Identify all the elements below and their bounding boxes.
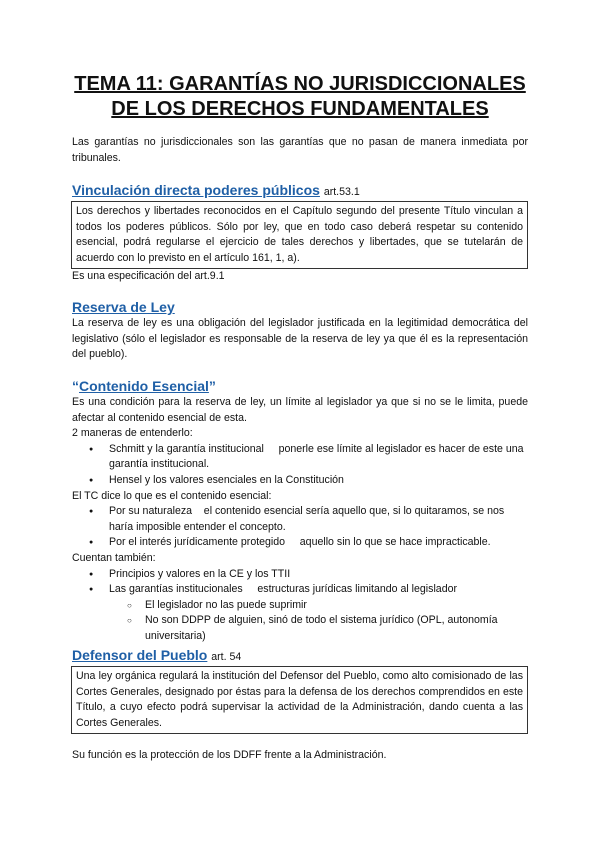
sub-list-item: ○ El legislador no las puede suprimir [72,598,528,614]
article-ref: art.53.1 [323,186,360,198]
heading-text: Contenido Esencial [79,378,209,394]
bullet-list [72,567,528,645]
paragraph: Es una condición para la reserva de ley, un límite al legislador ya que si no se le limita, puede afectar al contenido esencial de esta. [72,396,528,424]
paragraph: La reserva de ley es una obligación del legislador justificada en la legitimidad democrática del legislativo (sólo el legislador es responsable de la reserva de ley ya que él es la representación del pueblo). [72,317,528,361]
list-item: ● Schmitt y la garantía institucional ponerle ese límite al legislador es hacer de este una garantía institucional. [72,442,528,473]
article-ref: art. 54 [211,651,242,663]
list-item: ● Hensel y los valores esenciales en la Constitución [72,473,528,489]
label: 2 maneras de entenderlo: [72,427,193,440]
close-quote: ” [208,378,216,394]
list-item: ● Por el interés jurídicamente protegido aquello sin lo que se hace impracticable. [72,535,528,551]
list-item: ● Las garantías institucionales estructuras jurídicas limitando al legislador [72,582,528,598]
heading-text: Vinculación directa poderes públicos [72,182,320,198]
list-item: ● Por su naturaleza el contenido esencial sería aquello que, si lo quitaramos, se nos haría imposible entender el concepto. [72,504,528,535]
section-heading [72,181,528,201]
bullet-list [72,504,528,551]
heading-text: Reserva de Ley [72,299,175,315]
intro-paragraph: Las garantías no jurisdiccionales son las garantías que no pasan de manera inmediata por tribunales. [72,136,528,164]
note: Es una especificación del art.9.1 [72,270,225,283]
section-vinculacion [72,181,528,285]
section-defensor-pueblo [72,646,528,734]
section-heading [72,298,528,316]
title-line-1: TEMA 11: GARANTÍAS NO JURISDICCIONALES [74,73,526,95]
label: Cuentan también: [72,551,156,564]
section-heading [72,377,528,395]
list-item: ● Principios y valores en la CE y los TTII [72,567,528,583]
section-reserva-ley [72,298,528,363]
open-quote: “ [72,378,79,394]
title-line-2: DE LOS DERECHOS FUNDAMENTALES [111,98,489,120]
section-contenido-esencial [72,377,528,645]
bullet-list [72,442,528,489]
heading-text: Defensor del Pueblo [72,647,208,663]
quote-box: Los derechos y libertades reconocidos en el Capítulo segundo del presente Título vinculan a todos los poderes públicos. Sólo por ley, que en todo caso deberá respetar su contenido esencial, podrá regularse el ejercicio de tales derechos y libertades, que se tutelarán de acuerdo con lo previsto en el artículo 161, 1, a). [71,201,528,269]
section-heading [72,646,528,666]
label: El TC dice lo que es el contenido esencial: [72,489,272,502]
closing-note: Su función es la protección de los DDFF frente a la Administración. [72,749,387,761]
page-title [0,72,600,122]
sub-list-item: ○ No son DDPP de alguien, sinó de todo el sistema jurídico (OPL, autonomía universitaria) [72,613,528,644]
quote-box: Una ley orgánica regulará la institución del Defensor del Pueblo, como alto comisionado de las Cortes Generales, designado por éstas para la defensa de los derechos comprendidos en este Título, a cuyo efecto podrá supervisar la actividad de la Administración, dando cuenta a las Cortes Generales. [71,666,528,734]
